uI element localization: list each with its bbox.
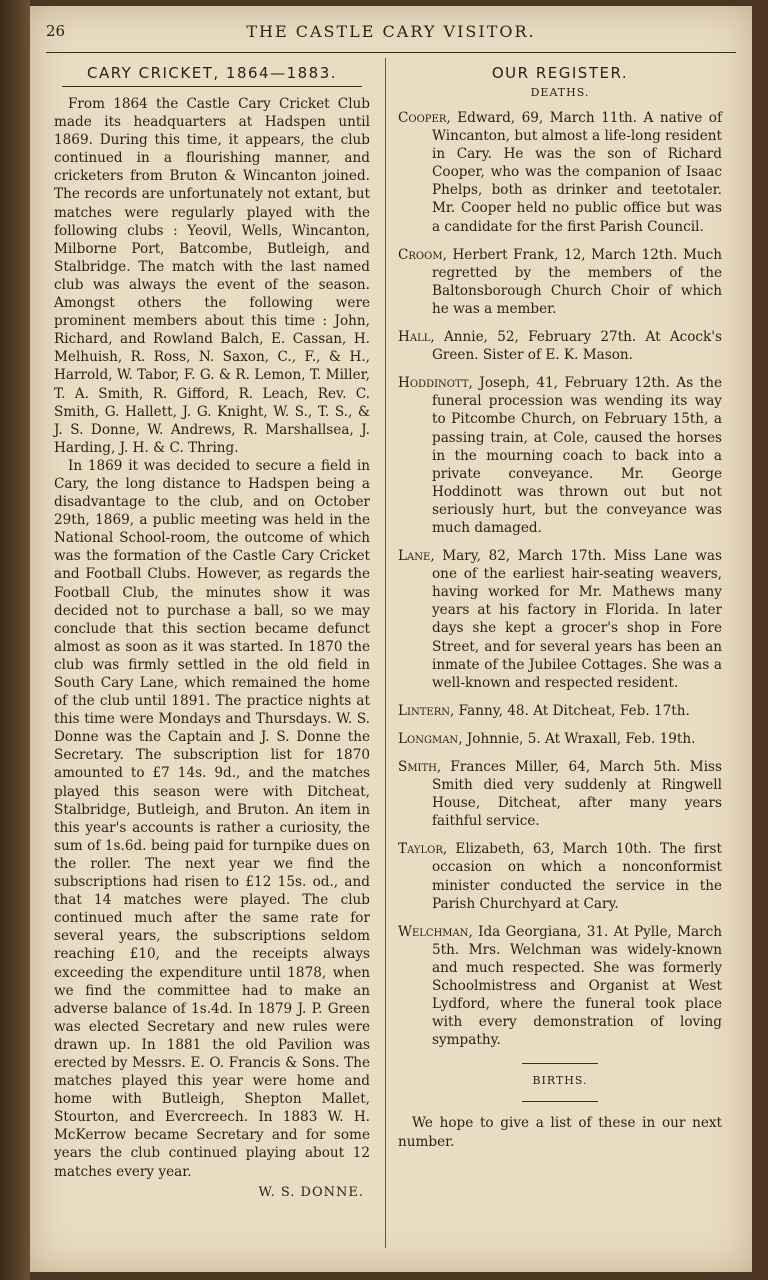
death-entry <box>398 246 722 318</box>
entry-surname: Welchman <box>398 923 469 940</box>
death-entry <box>398 730 722 748</box>
article-paragraph: In 1869 it was decided to secure a field in Cary, the long distance to Hadspen being a disadvantage to the club, and on October 29th, 1869, a public meeting was held in the National School-room, the outcome of which was the formation of the Castle Cary Cricket and Football Clubs. However, as regards the Football Club, the minutes show it was decided not to purchase a ball, so we may conclude that this section became defunct almost as soon as it was started. In 1870 the club was firmly settled in the old field in South Cary Lane, which remained the home of the club until 1891. The practice nights at this time were Mondays and Thursdays. W. S. Donne was the Captain and J. S. Donne the Secretary. The subscription list for 1870 amounted to £7 14s. 9d., and the matches played this season were with Ditcheat, Stalbridge, Butleigh, and Bruton. An item in this year's accounts is rather a curiosity, the sum of 1s.6d. being paid for turnpike dues on the roller. The next year we find the subscriptions had risen to £12 15s. od., and that 14 matches were played. The club continued much after the same rate for several years, the subscriptions seldom reaching £10, and the receipts always exceeding the expenditure until 1878, when we find the committee had to make an adverse balance of 1s.4d. In 1879 J. P. Green was elected Secretary and new rules were drawn up. In 1881 the old Pavilion was erected by Messrs. E. O. Francis & Sons. The matches played this year were home and home with Butleigh, Shepton Mallet, Stourton, and Evercreech. In 1883 W. H. McKerrow became Secretary and for some years the club continued playing about 12 matches every year. <box>54 457 370 1180</box>
entry-surname: Cooper <box>398 110 447 126</box>
entry-surname: Croom <box>398 246 443 263</box>
deaths-heading: DEATHS. <box>530 86 590 99</box>
entry-details: , Herbert Frank, 12, March 12th. Much regretted by the members of the Baltonsborough Church Choir of which he was a member. <box>432 246 722 317</box>
death-entry <box>398 840 722 912</box>
article-title: CARY CRICKET, 1864—1883. <box>86 64 338 82</box>
births-heading: BIRTHS. <box>532 1074 588 1088</box>
article-paragraph: From 1864 the Castle Cary Cricket Club made its headquarters at Hadspen until 1869. During this time, it appears, the club continued in a flourishing manner, and cricketers from Bruton & Wincanton joined. The records are unfortunately not extant, but matches were regularly played with the following clubs : Yeovil, Wells, Wincanton, Milborne Port, Batcombe, Butleigh, and Stalbridge. The match with the last named club was always the event of the season. Amongst others the following were prominent members about this time : John, Richard, and Rowland Balch, E. Cassan, H. Melhuish, R. Ross, N. Saxon, C., F., & H., Harrold, W. Tabor, F. G. & R. Lemon, T. Miller, T. A. Smith, R. Gifford, R. Leach, Rev. C. Smith, G. Hallett, J. G. Knight, W. S., T. S., & J. S. Donne, W. Andrews, R. Marshallsea, J. Harding, J. H. & C. Thring. <box>54 96 370 456</box>
entry-details: , Edward, 69, March 11th. A native of Wincanton, but almost a life-long resident in Cary. He was the son of Richard Cooper, who was the companion of Isaac Phelps, both as drinker and teetotaler. Mr. Cooper held no public office but was a candidate for the first Parish Council. <box>432 110 722 235</box>
entry-surname: Lane <box>398 548 431 565</box>
entry-details: , Frances Miller, 64, March 5th. Miss Smith died very suddenly at Ringwell House, Ditcheat, after many years faithful service. <box>432 759 722 830</box>
death-entry <box>398 328 722 364</box>
author-signature: W. S. DONNE. <box>258 1184 364 1200</box>
entry-surname: Hall <box>398 329 431 346</box>
death-entry <box>398 374 722 537</box>
book-spine <box>0 0 30 1280</box>
register-column <box>398 58 722 1151</box>
section-rule <box>522 1063 598 1064</box>
header-rule <box>46 52 736 53</box>
entry-details: , Elizabeth, 63, March 10th. The first occasion on which a nonconformist minister conducted the service in the Parish Churchyard at Cary. <box>432 841 722 912</box>
death-entry <box>398 547 722 692</box>
journal-page <box>30 6 752 1272</box>
entry-surname: Lintern <box>398 702 450 719</box>
section-rule <box>522 1101 598 1102</box>
entry-surname: Hoddinott <box>398 375 469 392</box>
entry-details: , Joseph, 41, February 12th. As the funeral procession was wending its way to Pitcombe Church, on February 15th, a passing train, at Cole, caused the horses in the mourning coach to back into a private conveyance. Mr. George Hoddinott was thrown out but not seriously hurt, but the conveyance was much damaged. <box>432 375 722 536</box>
title-underline <box>62 86 362 87</box>
entry-surname: Longman <box>398 730 459 747</box>
entry-details: , Annie, 52, February 27th. At Acock's Green. Sister of E. K. Mason. <box>430 329 722 364</box>
death-entry <box>398 758 722 830</box>
page-number: 26 <box>46 22 66 40</box>
register-title: OUR REGISTER. <box>491 64 629 82</box>
death-entry <box>398 923 722 1050</box>
entry-details: , Fanny, 48. At Ditcheat, Feb. 17th. <box>449 702 690 719</box>
journal-title: THE CASTLE CARY VISITOR. <box>246 22 536 41</box>
article-column <box>54 58 370 1200</box>
column-divider <box>385 58 386 1248</box>
entry-details: , Ida Georgiana, 31. At Pylle, March 5th. Mrs. Welchman was widely-known and much respected. She was formerly Schoolmistress and Organist at West Lydford, where the funeral took place with every demonstration of loving sympathy. <box>432 923 722 1049</box>
entry-details: , Johnnie, 5. At Wraxall, Feb. 19th. <box>458 730 696 747</box>
entry-surname: Smith <box>398 759 437 775</box>
births-note: We hope to give a list of these in our next number. <box>398 1115 722 1150</box>
entry-surname: Taylor <box>398 841 443 858</box>
death-entry <box>398 702 722 720</box>
death-entry <box>398 109 722 236</box>
entry-details: , Mary, 82, March 17th. Miss Lane was one of the earliest hair-seating weavers, having worked for Mr. Mathews many years at his factory in Florida. In later days she kept a grocer's shop in Fore Street, and for several years has been an inmate of the Jubilee Cottages. She was a well-known and respected resident. <box>430 548 722 691</box>
running-head <box>46 20 736 48</box>
